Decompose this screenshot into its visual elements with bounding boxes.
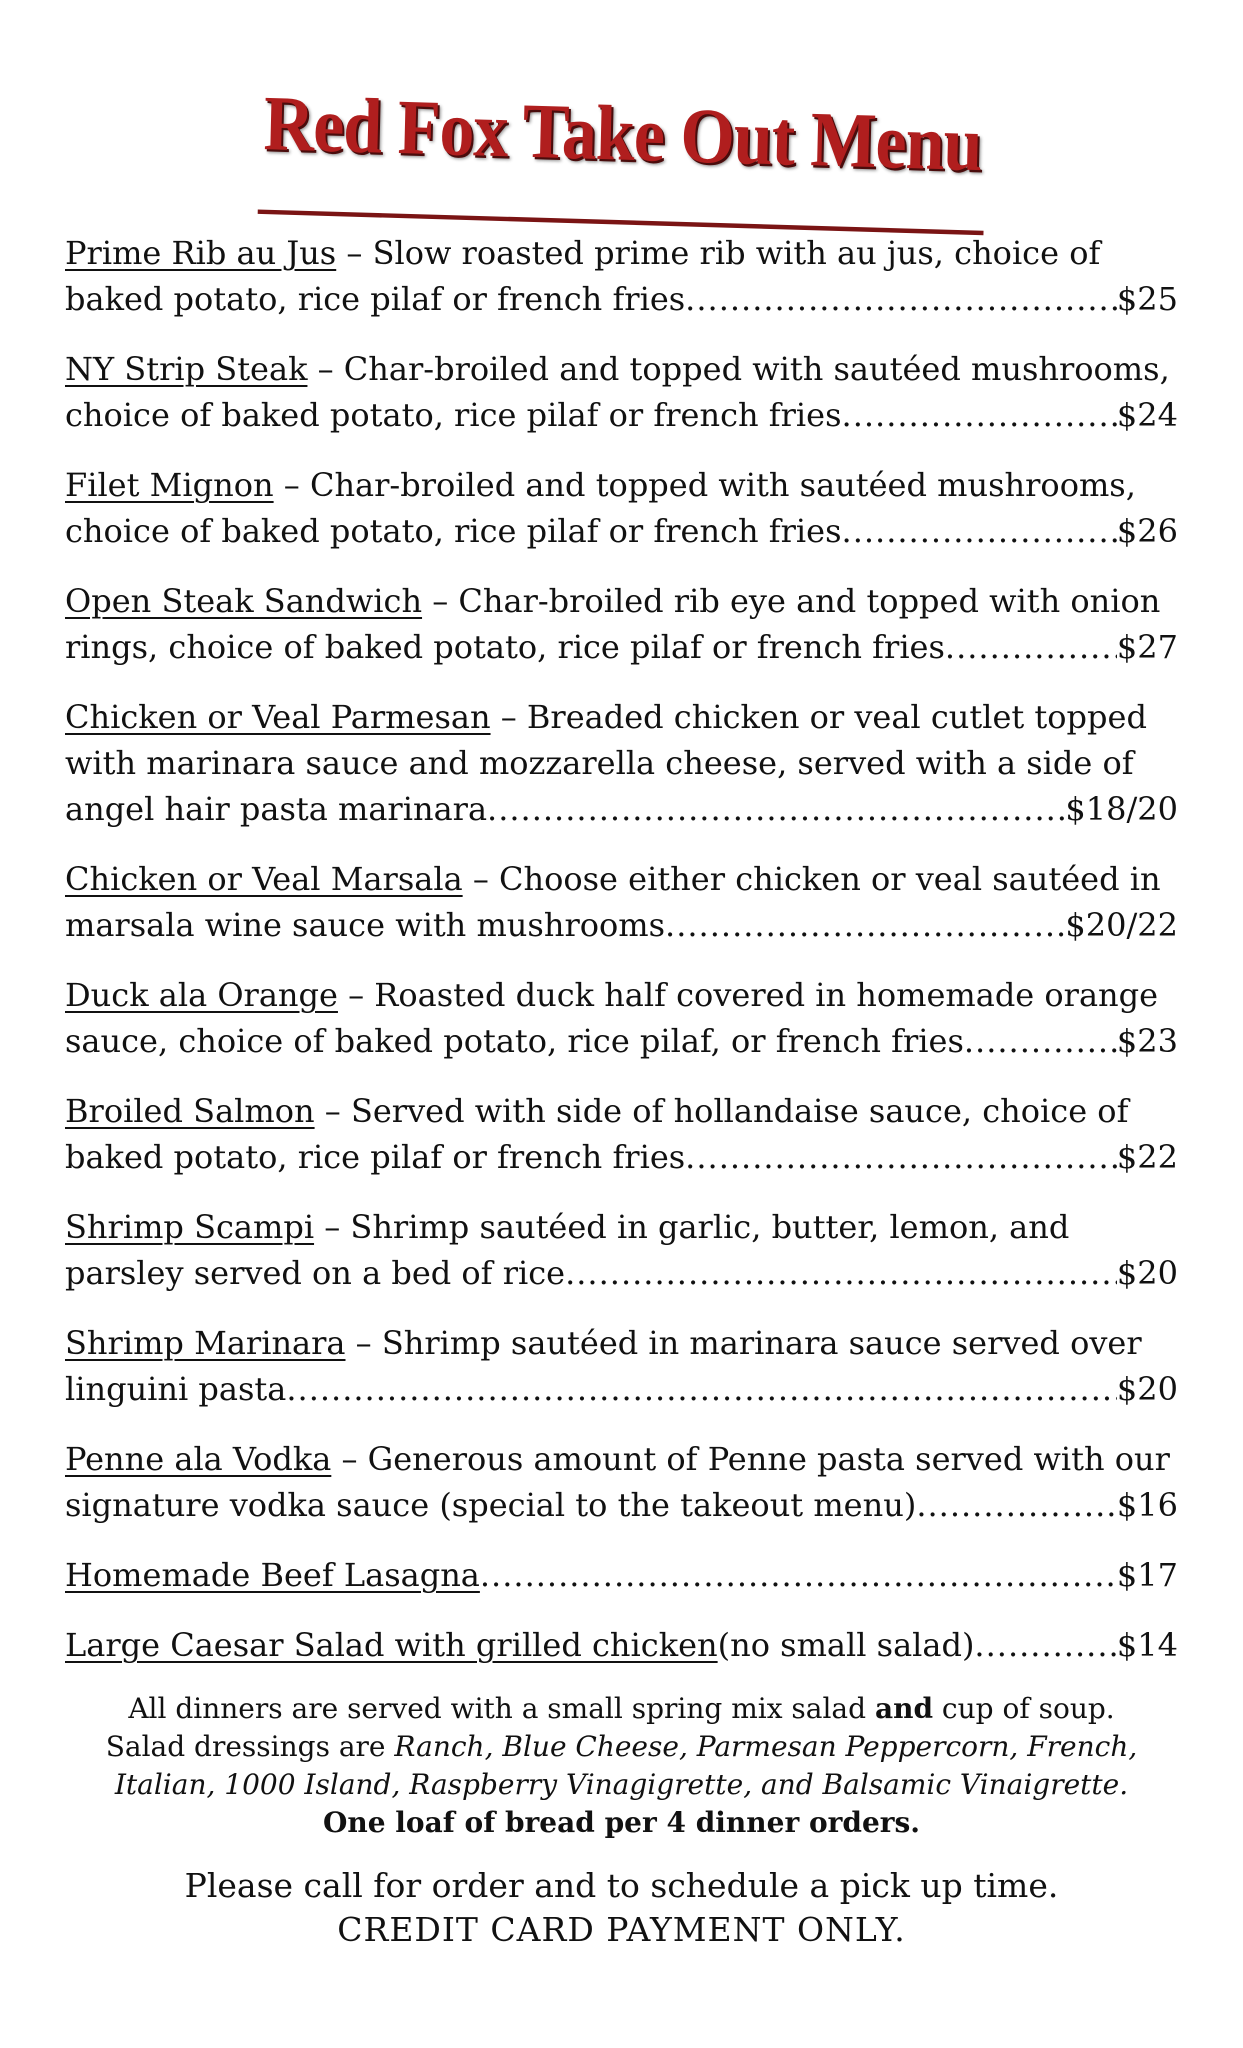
notes-dressings-list: Ranch, Blue Cheese, Parmesan Peppercorn, French, Italian, 1000 Island, Raspberry Vinagigrette, and Balsamic Vinaigrette. xyxy=(114,1730,1138,1801)
menu-item-description: – Choose either chicken or veal sautéed in xyxy=(462,860,1161,898)
dot-leader xyxy=(286,1366,1117,1412)
menu-item-description-end: choice of baked potato, rice pilaf or french fries xyxy=(65,512,842,550)
menu-item-description-end: parsley served on a bed of rice xyxy=(65,1254,566,1292)
menu-item-price: $25 xyxy=(1116,280,1178,318)
menu-item-description: – Shrimp sautéed in marinara sauce served over xyxy=(345,1324,1142,1362)
menu-item-price-line xyxy=(65,624,1178,670)
menu-item-price-line xyxy=(65,902,1178,948)
notes-dinners-end: cup of soup. xyxy=(933,1692,1115,1725)
menu-item xyxy=(65,1204,1178,1296)
menu-item-price-line xyxy=(65,1018,1178,1064)
menu-item-first-line xyxy=(65,230,1178,276)
menu-item-note: (no small salad) xyxy=(717,1626,975,1664)
menu-item-price-line xyxy=(65,1622,1178,1668)
menu-item-description-end: sauce, choice of baked potato, rice pilaf, or french fries xyxy=(65,1022,964,1060)
dot-leader xyxy=(487,786,1065,832)
menu-item-single xyxy=(65,1622,1178,1668)
menu-item-price: $22 xyxy=(1116,1138,1178,1176)
menu-item-first-line xyxy=(65,1320,1178,1366)
menu-item-price: $14 xyxy=(1116,1626,1178,1664)
menu-item-single xyxy=(65,1552,1178,1598)
menu-item-price-line xyxy=(65,786,1178,832)
menu-item-description: – Roasted duck half covered in homemade orange xyxy=(337,976,1159,1014)
closing-call: Please call for order and to schedule a pick up time. xyxy=(184,1866,1059,1905)
dot-leader xyxy=(974,1622,1117,1668)
menu-item-name: Shrimp Marinara xyxy=(65,1324,346,1362)
menu-item-name: Filet Mignon xyxy=(65,466,274,504)
dot-leader xyxy=(565,1250,1117,1296)
menu-item-name: Prime Rib au Jus xyxy=(65,234,337,272)
menu-item-description-end: linguini pasta xyxy=(65,1370,287,1408)
menu-item-name: Penne ala Vodka xyxy=(65,1440,332,1478)
notes-and-bold: and xyxy=(874,1692,934,1725)
menu-item-price-line xyxy=(65,508,1178,554)
menu-item xyxy=(65,1320,1178,1412)
notes-dinners-text: All dinners are served with a small spring mix salad xyxy=(128,1692,875,1725)
menu-item-description-end: rings, choice of baked potato, rice pilaf or french fries xyxy=(65,628,945,666)
menu-item xyxy=(65,462,1178,554)
notes-line-dressings xyxy=(65,1728,1178,1804)
menu-item-first-line xyxy=(65,856,1178,902)
menu-item-name: Chicken or Veal Marsala xyxy=(65,860,463,898)
menu-item-description-end: marsala wine sauce with mushrooms xyxy=(65,906,666,944)
menu-item-name: Large Caesar Salad with grilled chicken xyxy=(65,1626,718,1664)
closing-payment: CREDIT CARD PAYMENT ONLY. xyxy=(337,1910,906,1949)
menu-item-description-end: baked potato, rice pilaf or french fries xyxy=(65,280,686,318)
notes-bread: One loaf of bread per 4 dinner orders. xyxy=(322,1806,921,1839)
menu-notes xyxy=(65,1690,1178,1842)
menu-item-first-line xyxy=(65,346,1178,392)
menu-item-price: $16 xyxy=(1116,1486,1178,1524)
dot-leader xyxy=(685,276,1117,322)
menu-item-price: $17 xyxy=(1116,1556,1178,1594)
menu-item-name: Chicken or Veal Parmesan xyxy=(65,698,491,736)
notes-line-dinners xyxy=(65,1690,1178,1728)
menu-item-price-line xyxy=(65,276,1178,322)
dot-leader xyxy=(916,1482,1117,1528)
menu-item-price-line xyxy=(65,1250,1178,1296)
dot-leader xyxy=(480,1552,1117,1598)
menu-item-price: $20 xyxy=(1116,1254,1178,1292)
menu-item-price: $20/22 xyxy=(1065,906,1178,944)
menu-item xyxy=(65,694,1178,832)
menu-item-price: $18/20 xyxy=(1065,790,1178,828)
menu-item xyxy=(65,972,1178,1064)
menu-item-first-line xyxy=(65,462,1178,508)
menu-item-first-line xyxy=(65,972,1178,1018)
dot-leader xyxy=(685,1134,1117,1180)
menu-item-price-line xyxy=(65,1366,1178,1412)
menu-item xyxy=(65,346,1178,438)
menu-item-price-line xyxy=(65,1482,1178,1528)
dot-leader xyxy=(665,902,1065,948)
menu-item xyxy=(65,578,1178,670)
menu-item xyxy=(65,230,1178,322)
closing xyxy=(65,1864,1178,1952)
menu-item-description-end: choice of baked potato, rice pilaf or french fries xyxy=(65,396,842,434)
menu-item-description: – Char-broiled and topped with sautéed mushrooms, xyxy=(307,350,1170,388)
menu-item-price-line xyxy=(65,392,1178,438)
dot-leader xyxy=(842,508,1117,554)
menu-title: Red Fox Take Out Menu xyxy=(257,91,986,235)
menu-item-name: Duck ala Orange xyxy=(65,976,338,1014)
menu-item-description: – Breaded chicken or veal cutlet topped with marinara sauce and mozzarella cheese, served with a side of xyxy=(65,698,1147,782)
menu-item-name: Open Steak Sandwich xyxy=(65,582,423,620)
menu-items xyxy=(65,230,1178,1668)
menu-item-description: – Char-broiled rib eye and topped with onion xyxy=(422,582,1161,620)
menu-item-price-line xyxy=(65,1134,1178,1180)
menu-item-first-line xyxy=(65,694,1178,786)
menu-item-price: $20 xyxy=(1116,1370,1178,1408)
notes-dressings-label: Salad dressings are xyxy=(105,1730,395,1763)
menu-item-first-line xyxy=(65,1204,1178,1250)
menu-item-description: – Generous amount of Penne pasta served with our xyxy=(331,1440,1170,1478)
menu-item-name: Homemade Beef Lasagna xyxy=(65,1556,480,1594)
menu-item xyxy=(65,1436,1178,1528)
menu-item-description: – Slow roasted prime rib with au jus, choice of xyxy=(336,234,1101,272)
menu-item-first-line xyxy=(65,1088,1178,1134)
menu-item-price: $27 xyxy=(1116,628,1178,666)
menu-item-price-line xyxy=(65,1552,1178,1598)
menu-item-description-end: angel hair pasta marinara xyxy=(65,790,488,828)
menu-item-price: $26 xyxy=(1116,512,1178,550)
menu-item xyxy=(65,1088,1178,1180)
menu-item-first-line xyxy=(65,1436,1178,1482)
menu-item-description: – Shrimp sautéed in garlic, butter, lemon, and xyxy=(314,1208,1070,1246)
menu-item xyxy=(65,856,1178,948)
menu-item-description: – Served with side of hollandaise sauce, choice of xyxy=(314,1092,1129,1130)
menu-item-first-line xyxy=(65,578,1178,624)
dot-leader xyxy=(945,624,1117,670)
menu-item-name: Shrimp Scampi xyxy=(65,1208,315,1246)
dot-leader xyxy=(842,392,1117,438)
menu-item-description-end: baked potato, rice pilaf or french fries xyxy=(65,1138,686,1176)
title-area xyxy=(65,0,1178,218)
dot-leader xyxy=(964,1018,1117,1064)
menu-item-price: $24 xyxy=(1116,396,1178,434)
menu-item-price: $23 xyxy=(1116,1022,1178,1060)
menu-item-name: Broiled Salmon xyxy=(65,1092,315,1130)
menu-item-description: – Char-broiled and topped with sautéed mushrooms, xyxy=(273,466,1136,504)
menu-item-description-end: signature vodka sauce (special to the takeout menu) xyxy=(65,1486,917,1524)
menu-item-name: NY Strip Steak xyxy=(65,350,308,388)
